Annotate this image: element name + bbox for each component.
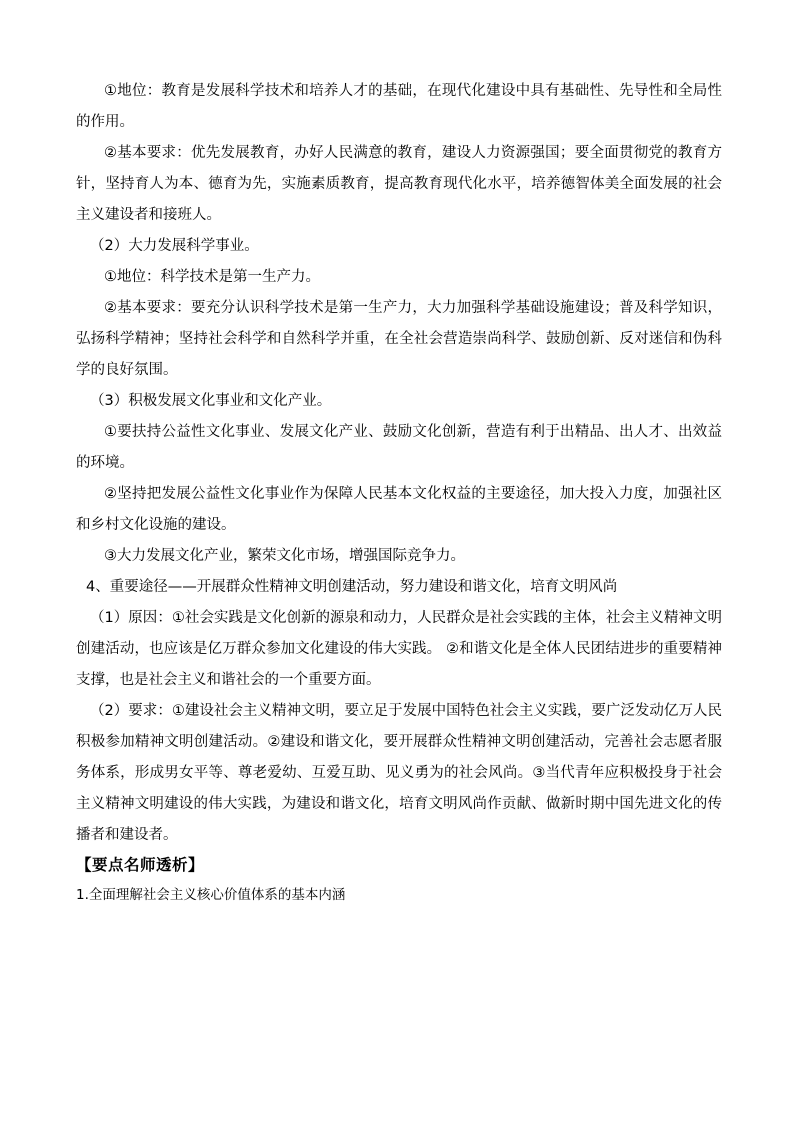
paragraph-culture-point-1: ①要扶持公益性文化事业、发展文化产业、鼓励文化创新，营造有利于出精品、出人才、出效益的环境。	[76, 424, 722, 471]
paragraph-science-heading: （2）大力发展科学事业。	[90, 238, 259, 254]
paragraph-education-requirements: ②基本要求：优先发展教育，办好人民满意的教育，建设人力资源强国；要全面贯彻党的教育方针，坚持育人为本、德育为先，实施素质教育，提高教育现代化水平，培养德智体美全面发展的社会主义建设者和接班人。	[76, 145, 722, 223]
sub-heading: 1.全面理解社会主义核心价值体系的基本内涵	[76, 887, 346, 903]
paragraph-science-status: ①地位：科学技术是第一生产力。	[104, 269, 320, 285]
document-body	[76, 76, 722, 910]
paragraph-education-status: ①地位：教育是发展科学技术和培养人才的基础，在现代化建设中具有基础性、先导性和全局性的作用。	[76, 83, 722, 130]
paragraph-culture-point-3: ③大力发展文化产业，繁荣文化市场，增强国际竞争力。	[104, 548, 465, 564]
paragraph-requirements: （2）要求：①建设社会主义精神文明，要立足于发展中国特色社会主义实践，要广泛发动亿万人民积极参加精神文明创建活动。②建设和谐文化，要开展群众性精神文明创建活动，完善社会志愿者服务体系，形成男女平等、尊老爱幼、互爱互助、见义勇为的社会风尚。③当代青年应积极投身于社会主义精神文明建设的伟大实践，为建设和谐文化，培育文明风尚作贡献、做新时期中国先进文化的传播者和建设者。	[76, 703, 722, 843]
paragraph-reasons: （1）原因：①社会实践是文化创新的源泉和动力，人民群众是社会实践的主体，社会主义精神文明创建活动，也应该是亿万群众参加文化建设的伟大实践。 ②和谐文化是全体人民团结进步的重要精神支撑，也是社会主义和谐社会的一个重要方面。	[76, 610, 722, 688]
paragraph-culture-heading: （3）积极发展文化事业和文化产业。	[90, 393, 332, 409]
paragraph-science-requirements: ②基本要求：要充分认识科学技术是第一生产力，大力加强科学基础设施建设；普及科学知识，弘扬科学精神；坚持社会科学和自然科学并重，在全社会营造崇尚科学、鼓励创新、反对迷信和伪科学的良好氛围。	[76, 300, 722, 378]
section-heading: 【要点名师透析】	[76, 856, 205, 874]
paragraph-culture-point-2: ②坚持把发展公益性文化事业作为保障人民基本文化权益的主要途径，加大投入力度，加强社区和乡村文化设施的建设。	[76, 486, 722, 533]
paragraph-important-path: 4、重要途径——开展群众性精神文明创建活动，努力建设和谐文化，培育文明风尚	[86, 579, 618, 595]
